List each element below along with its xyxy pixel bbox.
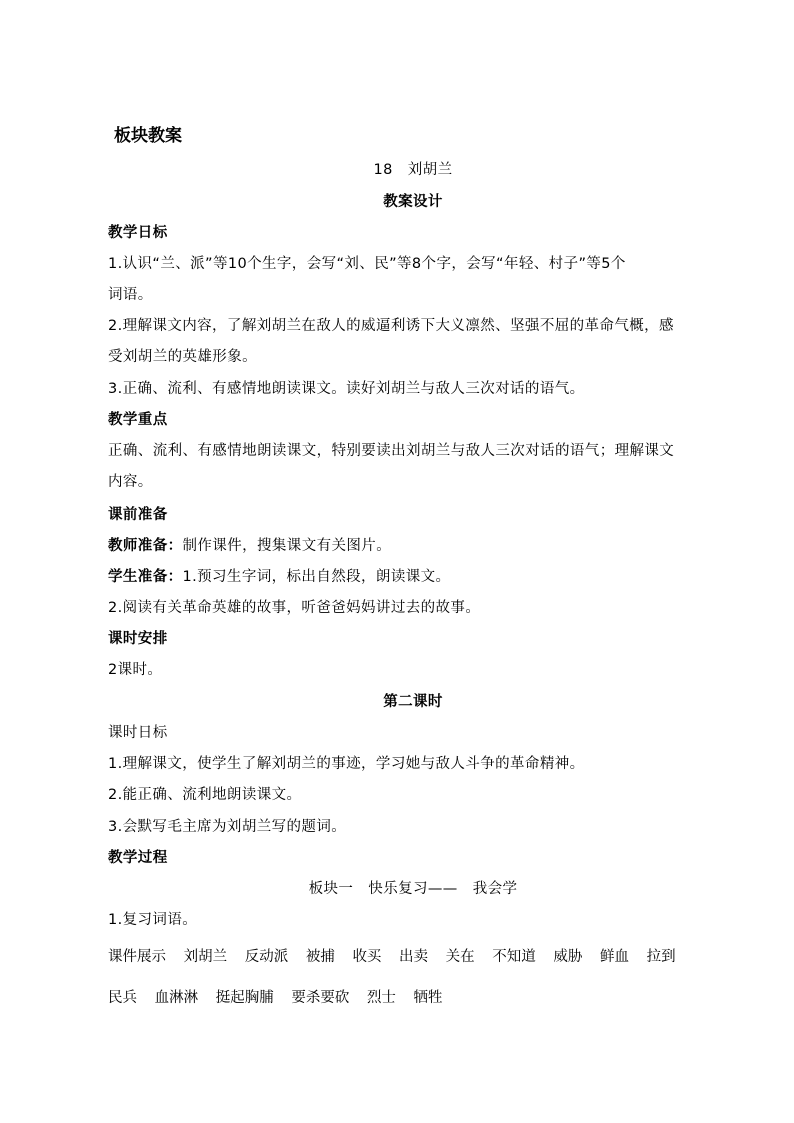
prep-heading: 课前准备	[108, 507, 168, 523]
focus-line-2: 内容。	[108, 474, 153, 490]
student-prep	[108, 567, 718, 587]
word-item: 拉到	[646, 949, 676, 965]
focus-heading: 教学重点	[108, 412, 168, 428]
word-list-row-2	[108, 988, 718, 1008]
goal-2-line-1: 2.理解课文内容，了解刘胡兰在敌人的威逼利诱下大义凛然、坚强不屈的革命气概，感	[108, 318, 674, 334]
word-item: 不知道	[492, 949, 536, 965]
word-item: 被捕	[305, 949, 335, 965]
goal-3: 3.正确、流利、有感情地朗读课文。读好刘胡兰与敌人三次对话的语气。	[108, 381, 585, 397]
word-item: 要杀要砍	[291, 990, 350, 1006]
student-prep-item-2: 2.阅读有关革命英雄的故事，听爸爸妈妈讲过去的故事。	[108, 600, 481, 616]
word-item: 威胁	[553, 949, 583, 965]
focus-line-1: 正确、流利、有感情地朗读课文，特别要读出刘胡兰与敌人三次对话的语气；理解课文	[108, 443, 675, 459]
lesson-goal-1: 1.理解课文，使学生了解刘胡兰的事迹，学习她与敌人斗争的革命精神。	[108, 756, 585, 772]
goal-2-line-2: 受刘胡兰的英雄形象。	[108, 349, 257, 365]
lesson-goal-2: 2.能正确、流利地朗读课文。	[108, 787, 302, 803]
word-item: 反动派	[244, 949, 289, 965]
word-list-row-1	[108, 947, 718, 967]
word-item: 烈士	[366, 990, 396, 1006]
word-item: 血淋淋	[154, 990, 199, 1006]
schedule-text: 2课时。	[108, 662, 163, 678]
teacher-prep	[108, 536, 718, 556]
student-prep-text: 1.预习生字词，标出自然段，朗读课文。	[182, 569, 451, 585]
goal-1-line-2: 词语。	[108, 287, 153, 303]
teacher-prep-label: 教师准备：	[108, 538, 183, 554]
lesson-title: 18 刘胡兰	[373, 162, 453, 178]
word-item: 关在	[445, 949, 475, 965]
word-item: 鲜血	[599, 949, 629, 965]
lesson-goal-3: 3.会默写毛主席为刘胡兰写的题词。	[108, 819, 347, 835]
goal-1-line-1: 1.认识“兰、派”等10个生字，会写“刘、民”等8个字，会写“年轻、村子”等5个	[108, 256, 626, 272]
section-label: 板块教案	[114, 126, 182, 146]
design-heading: 教案设计	[383, 194, 443, 210]
goals-heading: 教学日标	[108, 225, 168, 241]
block1-title: 板块一 快乐复习—— 我会学	[308, 881, 518, 897]
lesson-goals-heading: 课时日标	[108, 725, 168, 741]
word-item: 收买	[352, 949, 382, 965]
word-item: 刘胡兰	[183, 949, 228, 965]
schedule-heading: 课时安排	[108, 631, 168, 647]
word-item: 课件展示	[108, 949, 166, 965]
second-lesson-heading: 第二课时	[383, 694, 443, 710]
word-item: 牺牲	[413, 990, 443, 1006]
student-prep-label: 学生准备：	[108, 569, 183, 585]
word-item: 民兵	[108, 990, 137, 1006]
word-item: 出卖	[399, 949, 429, 965]
word-item: 挺起胸脯	[215, 990, 274, 1006]
teacher-prep-text: 制作课件，搜集课文有关图片。	[182, 538, 392, 554]
step-1: 1.复习词语。	[108, 912, 198, 928]
process-heading: 教学过程	[108, 850, 168, 866]
